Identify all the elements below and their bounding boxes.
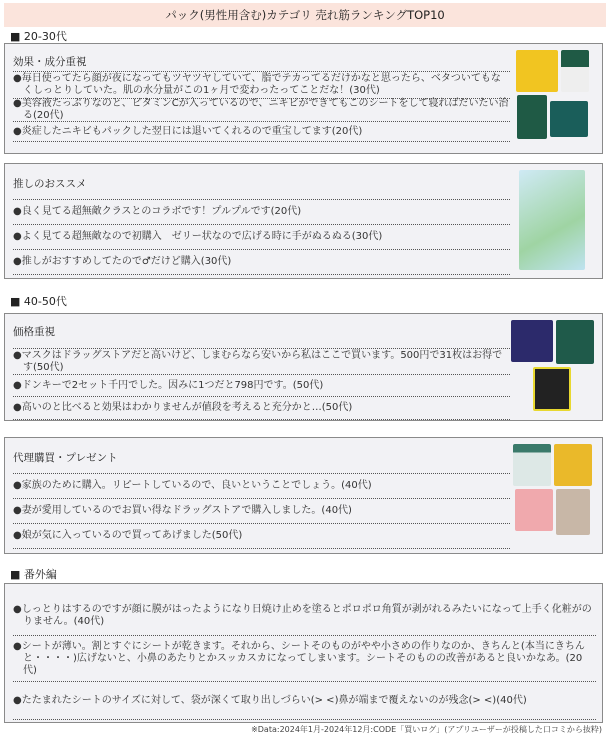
- list-item: [13, 225, 510, 250]
- category-label: 効果・成分重視: [13, 52, 510, 72]
- list-item: [13, 250, 510, 275]
- list-item: [13, 200, 510, 225]
- list-item: [13, 397, 510, 420]
- product-image: [513, 444, 551, 486]
- section-heading-40-50: ■ 40-50代: [10, 295, 67, 308]
- item-text: ●美容液たっぷりなのと、ビタミンCが入っているので、ニキビができてもこのシートをして寝ればだいたい治る(20代): [13, 98, 509, 121]
- item-text: ●高いのと比べると効果はわかりませんが値段を考えると充分かと…(50代): [13, 402, 353, 413]
- product-images: [508, 170, 596, 270]
- box-gift: [4, 437, 603, 554]
- product-image: [556, 489, 590, 535]
- product-image: [533, 367, 571, 411]
- section-heading-20-30: ■ 20-30代: [10, 30, 67, 43]
- list-item: [13, 682, 596, 720]
- data-source-note: ※Data:2024年1月-2024年12月:CODE「買いログ」(アプリユーザーが投稿した口コミから抜粋): [251, 725, 602, 734]
- product-image: [561, 50, 589, 92]
- list-item: [13, 596, 596, 636]
- category-label: 推しのおススメ: [13, 172, 510, 200]
- list-item: [13, 122, 510, 142]
- box-efficacy: [4, 43, 603, 154]
- box-price: [4, 313, 603, 421]
- list-item: [13, 499, 510, 524]
- product-image: [519, 170, 585, 270]
- item-text: ●しっとりはするのですが顔に膜がはったようになり日焼け止めを塗るとポロポロ角質が剥がれるみたいになって上手く化粧がのりません。(40代): [13, 603, 592, 627]
- item-text: ●たたまれたシートのサイズに対して、袋が深くて取り出しづらい(> <)鼻が端まで覆えないのが残念(> <)(40代): [13, 694, 527, 706]
- product-image: [556, 320, 594, 364]
- item-text: ●良く見てる超無敵クラスとのコラボです！プルプルです(20代): [13, 206, 302, 217]
- item-text: ●マスクはドラッグストアだと高いけど、しまむらなら安いから私はここで買います。500円で31枚はお得です(50代): [13, 349, 503, 373]
- item-text: ●ドンキーで2セット千円でした。因みに1つだと798円です。(50代): [13, 379, 324, 391]
- item-text: ●家族のために購入。リピートしているので、良いということでしょう。(40代): [13, 480, 372, 491]
- box-extra: [4, 583, 603, 723]
- list-item: [13, 524, 510, 549]
- item-text: ●炎症したニキビもパックした翌日には退いてくれるので重宝してます(20代): [13, 125, 363, 137]
- section-heading-extra: ■ 番外編: [10, 568, 57, 581]
- list-item: [13, 636, 596, 682]
- product-images: [508, 444, 596, 535]
- category-label: 代理購買・プレゼント: [13, 446, 510, 474]
- product-image: [550, 101, 588, 137]
- item-text: ●妻が愛用しているのでお買い得なドラッグストアで購入しました。(40代): [13, 505, 352, 516]
- list-item: [13, 72, 510, 99]
- list-item: [13, 99, 510, 122]
- item-text: ●よく見てる超無敵なので初購入 ゼリー状なので広げる時に手がぬるぬる(30代): [13, 231, 383, 242]
- product-image: [516, 50, 558, 92]
- product-image: [511, 320, 553, 362]
- product-images: [508, 320, 596, 411]
- item-text: ●シートが薄い。割とすぐにシートが乾きます。それから、シートそのものがやや小さめの作りなのか、きちんと(本当にきちんと・・・・)広げないと、小鼻のあたりとかスッカスカになってしまいます。シートそのものの改善があると良いかなあ。(20代): [13, 640, 585, 676]
- product-image: [554, 444, 592, 486]
- item-text: ●毎日使ってたら顔が夜になってもツヤツヤしていて、脂でテカってるだけかなと思ったら、ベタついてもなくしっとりしていた。肌の水分量がこの1ヶ月で変わったってことだな！(30代): [13, 73, 501, 96]
- product-images: [508, 50, 596, 139]
- page-title: パック(男性用含む)カテゴリ 売れ筋ランキングTOP10: [4, 3, 606, 27]
- item-text: ●推しがおすすめしてたので♂だけど購入(30代): [13, 256, 232, 267]
- box-recommend: [4, 163, 603, 279]
- item-text: ●娘が気に入っているので買ってあげました(50代): [13, 530, 243, 541]
- list-item: [13, 349, 510, 375]
- product-image: [517, 95, 547, 139]
- list-item: [13, 375, 510, 397]
- product-image: [515, 489, 553, 531]
- list-item: [13, 474, 510, 499]
- category-label: 価格重視: [13, 322, 510, 349]
